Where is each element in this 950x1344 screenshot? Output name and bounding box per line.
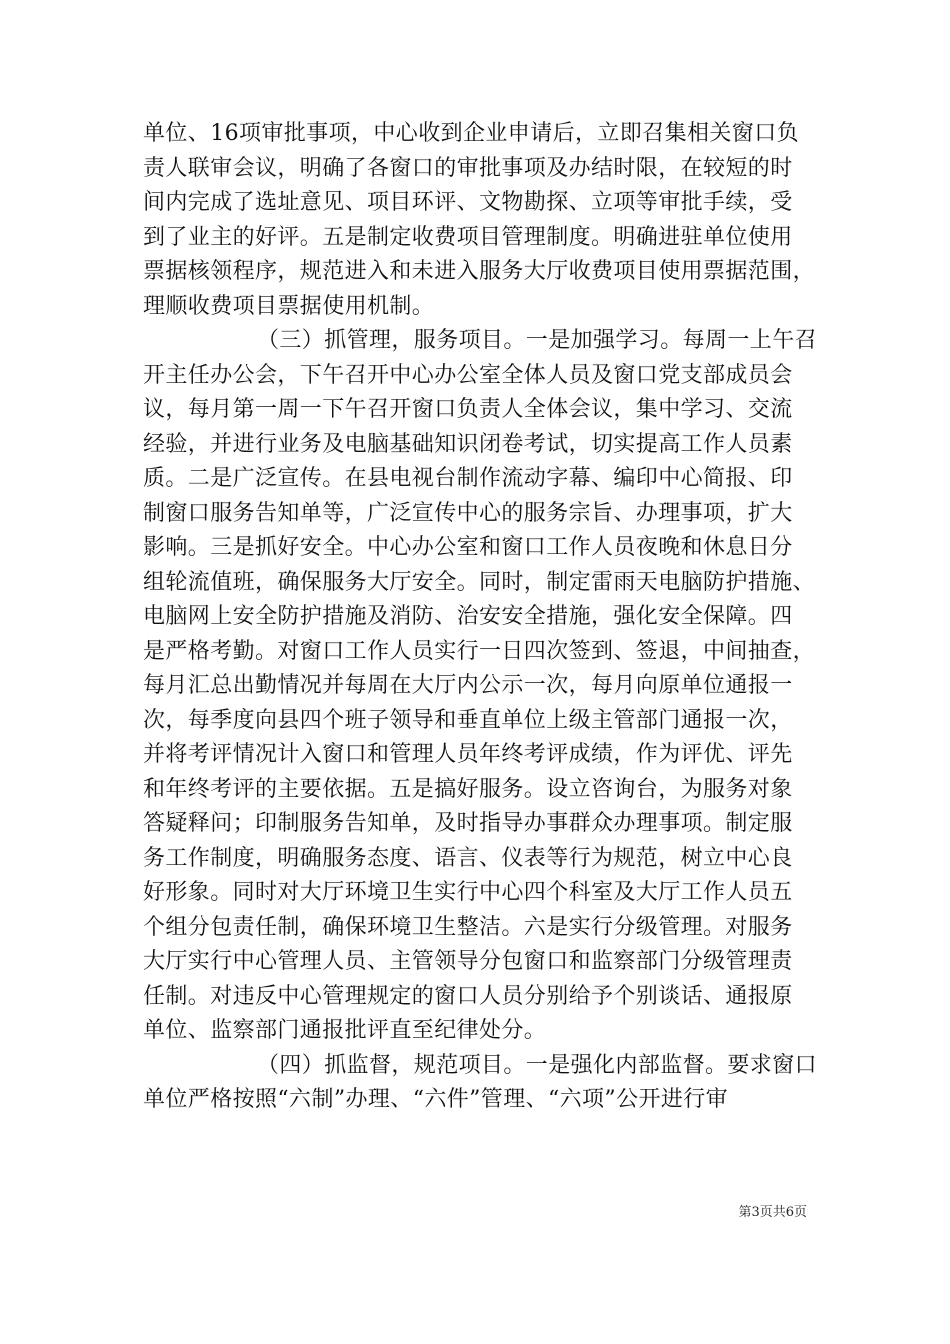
text-line: 经验，并进行业务及电脑基础知识闭卷考试，切实提高工作人员素 <box>143 431 793 457</box>
text-line: 是严格考勤。对窗口工作人员实行一日四次签到、签退，中间抽查， <box>143 638 816 664</box>
paragraph-first-line: （三）抓管理，服务项目。一是加强学习。每周一上午召 <box>257 328 818 353</box>
text-line: 制窗口服务告知单等，广泛宣传中心的服务宗旨、办理事项，扩大 <box>143 500 793 526</box>
text-line: 单位严格按照“六制”办理、“六件”管理、“六项”公开进行审 <box>143 1087 729 1112</box>
text-line: 每月汇总出勤情况并每周在大厅内公示一次，每月向原单位通报一 <box>143 673 793 698</box>
text-line: 单位、监察部门通报批评直至纪律处分。 <box>143 1018 547 1043</box>
text-line: 大厅实行中心管理人员、主管领导分包窗口和监察部门分级管理责 <box>143 949 793 974</box>
text-line: 单位、16项审批事项，中心收到企业申请后，立即召集相关窗口负 <box>143 121 799 146</box>
text-line: 理顺收费项目票据使用机制。 <box>143 293 435 319</box>
paragraph-first-line: （四）抓监督，规范项目。一是强化内部监督。要求窗口 <box>257 1052 818 1078</box>
text-line: 议，每月第一周一下午召开窗口负责人全体会议，集中学习、交流 <box>143 397 793 422</box>
text-line: 影响。三是抓好安全。中心办公室和窗口工作人员夜晚和休息日分 <box>143 535 793 560</box>
text-line: 责人联审会议，明确了各窗口的审批事项及办结时限，在较短的时 <box>143 155 793 181</box>
text-line: 答疑释问；印制服务告知单，及时指导办事群众办理事项。制定服 <box>143 811 793 836</box>
text-line: 好形象。同时对大厅环境卫生实行中心四个科室及大厅工作人员五 <box>143 880 793 905</box>
text-line: 并将考评情况计入窗口和管理人员年终考评成绩，作为评优、评先 <box>143 742 793 767</box>
text-line: 务工作制度，明确服务态度、语言、仪表等行为规范，树立中心良 <box>143 845 793 871</box>
text-line: 电脑网上安全防护措施及消防、治安安全措施，强化安全保障。四 <box>143 604 793 629</box>
text-line: 次，每季度向县四个班子领导和垂直单位上级主管部门通报一次， <box>143 707 793 733</box>
text-line: 质。二是广泛宣传。在县电视台制作流动字幕、编印中心简报、印 <box>143 466 793 491</box>
text-line: 个组分包责任制，确保环境卫生整洁。六是实行分级管理。对服务 <box>143 914 793 940</box>
text-line: 票据核领程序，规范进入和未进入服务大厅收费项目使用票据范围， <box>143 259 816 284</box>
text-line: 任制。对违反中心管理规定的窗口人员分别给予个别谈话、通报原 <box>143 983 793 1009</box>
page-number-footer: 第3页共6页 <box>738 1205 807 1220</box>
text-line: 间内完成了选址意见、项目环评、文物勘探、立项等审批手续，受 <box>143 190 793 215</box>
text-line: 组轮流值班，确保服务大厅安全。同时，制定雷雨天电脑防护措施、 <box>143 569 816 595</box>
text-line: 开主任办公会，下午召开中心办公室全体人员及窗口党支部成员会 <box>143 362 793 388</box>
text-line: 和年终考评的主要依据。五是搞好服务。设立咨询台，为服务对象 <box>143 776 793 802</box>
text-line: 到了业主的好评。五是制定收费项目管理制度。明确进驻单位使用 <box>143 224 793 250</box>
document-body <box>143 117 823 1118</box>
